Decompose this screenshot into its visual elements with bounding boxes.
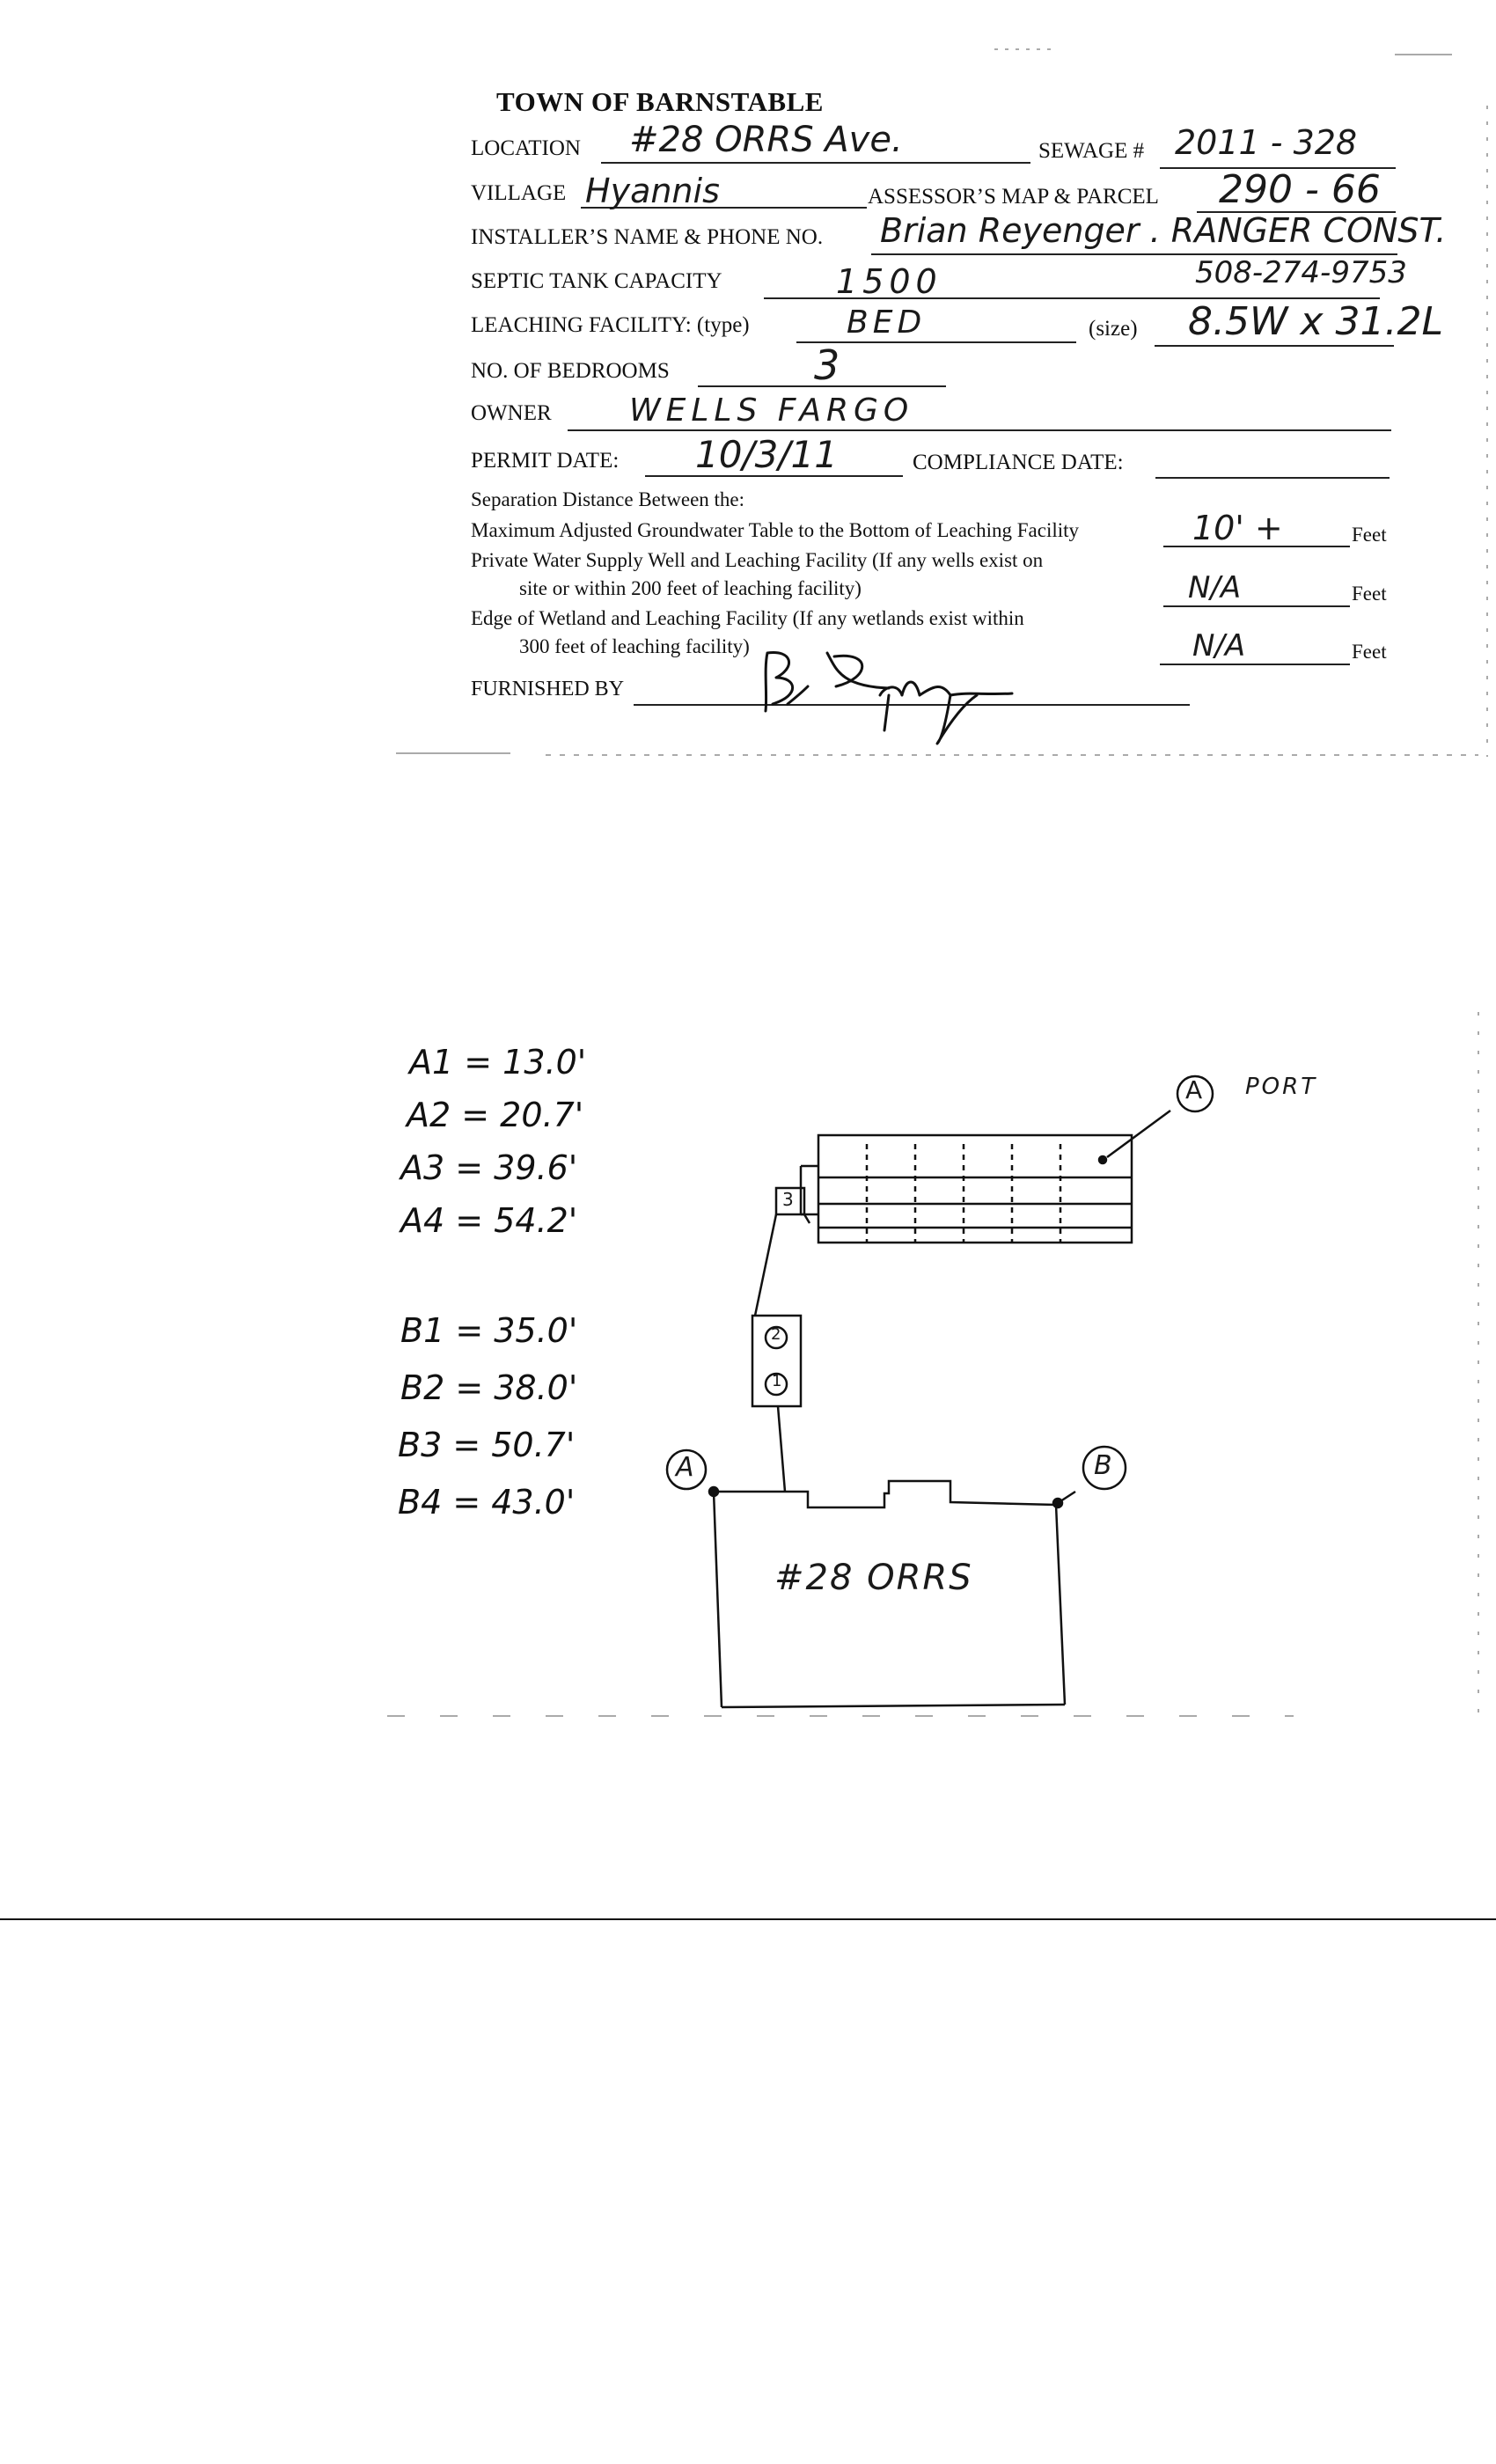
septic-capacity-value[interactable]: 1500 (836, 262, 942, 301)
permit-date-value[interactable]: 10/3/11 (695, 433, 838, 476)
scan-artifacts (387, 49, 1487, 1716)
form-title-text: TOWN OF BARNSTABLE (496, 86, 824, 117)
measurement-a1: A1 = 13.0' (409, 1043, 587, 1082)
feet-label-2: Feet (1352, 583, 1387, 605)
port-label: PORT (1245, 1074, 1318, 1100)
house-label: #28 ORRS (774, 1558, 973, 1598)
septic-capacity-label: SEPTIC TANK CAPACITY (471, 269, 722, 293)
corner-a-label: A (676, 1452, 694, 1483)
bedrooms-value[interactable]: 3 (814, 341, 840, 389)
measurement-b1: B1 = 35.0' (400, 1311, 578, 1350)
separation-heading: Separation Distance Between the: (471, 488, 745, 510)
sep-wetland-value[interactable]: N/A (1192, 628, 1246, 664)
location-label: LOCATION (471, 136, 581, 160)
installer-phone-value[interactable]: 508-274-9753 (1195, 255, 1407, 290)
leaching-type-label: LEACHING FACILITY: (type) (471, 313, 750, 337)
port-marker: A (1185, 1075, 1203, 1104)
installer-value[interactable]: Brian Reyenger . RANGER CONST. (880, 211, 1447, 250)
size-value[interactable]: 8.5W x 31.2L (1188, 299, 1443, 344)
village-value[interactable]: Hyannis (585, 172, 720, 210)
feet-label-3: Feet (1352, 641, 1387, 663)
leaching-bed (801, 1135, 1132, 1243)
owner-label: OWNER (471, 401, 552, 425)
sep-wetland-label-1: Edge of Wetland and Leaching Facility (If any wetlands exist within (471, 607, 1024, 629)
page-divider (0, 1918, 1496, 1920)
permit-date-label: PERMIT DATE: (471, 449, 620, 473)
installer-label: INSTALLER’S NAME & PHONE NO. (471, 225, 824, 249)
corner-b-label: B (1094, 1450, 1112, 1481)
sep-groundwater-value[interactable]: 10' + (1192, 509, 1283, 547)
measurement-b2: B2 = 38.0' (400, 1368, 578, 1407)
furnished-by-label: FURNISHED BY (471, 678, 625, 700)
structure-1-label: 1 (772, 1372, 782, 1390)
measurement-a4: A4 = 54.2' (400, 1201, 578, 1240)
assessor-value[interactable]: 290 - 66 (1219, 167, 1381, 212)
bedrooms-label: NO. OF BEDROOMS (471, 359, 670, 383)
structure-2-label: 2 (771, 1325, 781, 1344)
measurement-b4: B4 = 43.0' (398, 1483, 576, 1522)
sep-wetland-label-2: 300 feet of leaching facility) (519, 635, 750, 657)
owner-value[interactable]: WELLS FARGO (629, 392, 914, 429)
measurement-a3: A3 = 39.6' (400, 1148, 578, 1187)
sep-well-value[interactable]: N/A (1188, 570, 1242, 605)
signature (766, 652, 1012, 744)
measurement-a2: A2 = 20.7' (407, 1096, 584, 1134)
location-value[interactable]: #28 ORRS Ave. (629, 120, 903, 160)
structure-3-label: 3 (782, 1189, 794, 1210)
sep-well-label-2: site or within 200 feet of leaching facility) (519, 577, 862, 599)
assessor-label: ASSESSOR’S MAP & PARCEL (868, 185, 1159, 209)
village-label: VILLAGE (471, 181, 567, 205)
sewage-value[interactable]: 2011 - 328 (1175, 123, 1358, 162)
compliance-date-label: COMPLIANCE DATE: (913, 451, 1124, 474)
size-label: (size) (1089, 317, 1138, 341)
measurement-b3: B3 = 50.7' (398, 1426, 576, 1464)
sep-groundwater-label: Maximum Adjusted Groundwater Table to the Bottom of Leaching Facility (471, 519, 1080, 541)
leaching-type-value[interactable]: BED (847, 304, 927, 341)
sewage-label: SEWAGE # (1038, 139, 1145, 163)
feet-label-1: Feet (1352, 524, 1387, 546)
sep-well-label-1: Private Water Supply Well and Leaching Facility (If any wells exist on (471, 549, 1044, 571)
